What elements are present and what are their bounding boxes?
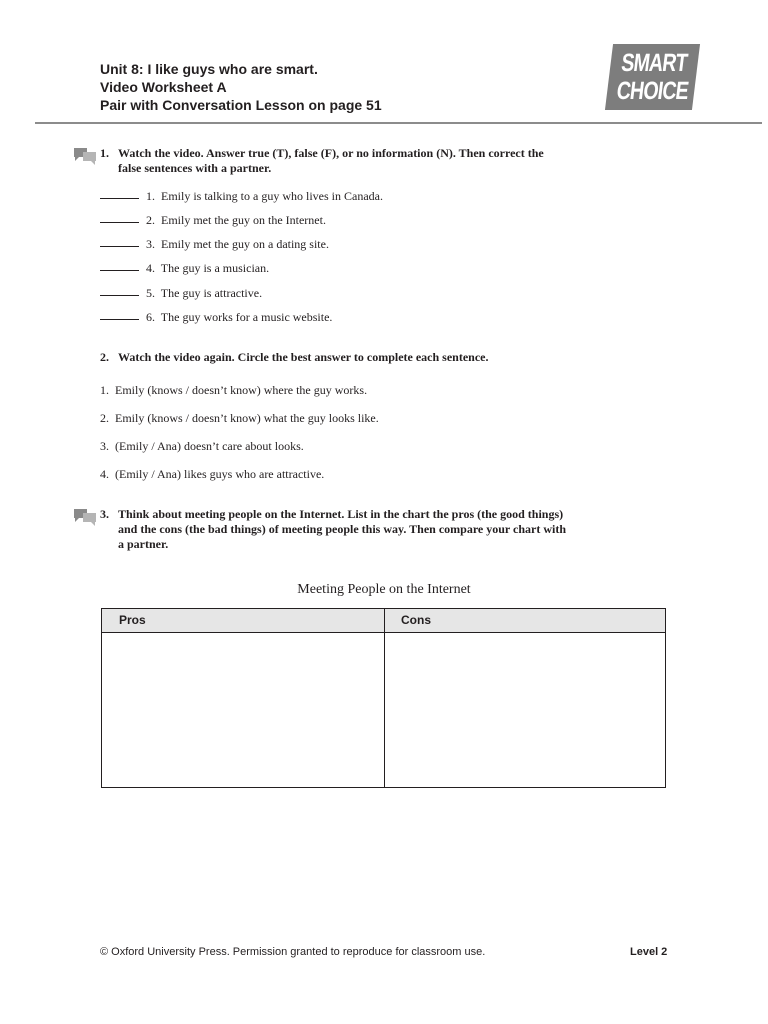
item-number: 3. (146, 237, 155, 251)
question-3 (100, 507, 570, 552)
item-text: The guy is attractive. (160, 286, 263, 300)
worksheet-title: Unit 8: I like guys who are smart. (100, 61, 318, 77)
question-2 (100, 350, 570, 365)
question-3-instruction: Think about meeting people on the Internet. List in the chart the pros (the good things) and the cons (the bad things) of meeting people this way. Then compare your chart with a partner. (118, 507, 567, 551)
question-1 (100, 146, 570, 176)
item-text: The guy works for a music website. (160, 310, 333, 324)
item-number: 4. (146, 261, 155, 275)
pros-cons-chart (101, 608, 666, 788)
question-1-number: 1. (100, 146, 109, 160)
item-number: 6. (146, 310, 155, 324)
lesson-pairing: Pair with Conversation Lesson on page 51 (100, 97, 382, 113)
q1-item (100, 189, 383, 204)
item-number: 2. (146, 213, 155, 227)
item-number: 4. (100, 467, 109, 481)
item-number: 3. (100, 439, 109, 453)
item-text: The guy is a musician. (160, 261, 270, 275)
item-text: Emily (knows / doesn’t know) what the guy looks like. (115, 411, 379, 425)
question-2-instruction: Watch the video again. Circle the best answer to complete each sentence. (118, 350, 489, 364)
answer-blank[interactable] (100, 295, 139, 296)
q2-item (100, 383, 367, 398)
item-text: (Emily / Ana) doesn’t care about looks. (115, 439, 304, 453)
item-text: Emily met the guy on a dating site. (161, 237, 329, 251)
answer-blank[interactable] (100, 222, 139, 223)
q1-item (100, 237, 329, 252)
item-number: 5. (146, 286, 155, 300)
q1-item (100, 261, 269, 276)
item-text: (Emily / Ana) likes guys who are attractive. (115, 467, 325, 481)
speech-bubbles-icon (72, 507, 98, 527)
q2-item (100, 411, 379, 426)
speech-bubbles-icon (72, 146, 98, 166)
q2-item (100, 439, 304, 454)
item-number: 1. (100, 383, 109, 397)
question-3-number: 3. (100, 507, 109, 521)
worksheet-subtitle: Video Worksheet A (100, 79, 227, 95)
pros-column-label: Pros (119, 613, 146, 627)
level-label: Level 2 (630, 946, 668, 958)
copyright-notice: © Oxford University Press. Permission granted to reproduce for classroom use. (100, 946, 486, 958)
item-text: Emily (knows / doesn’t know) where the guy works. (115, 383, 368, 397)
item-number: 1. (146, 189, 155, 203)
smart-choice-logo (605, 44, 700, 110)
cons-column-label: Cons (401, 613, 431, 627)
logo-line-1: SMART (619, 49, 689, 77)
question-2-number: 2. (100, 350, 109, 364)
answer-blank[interactable] (100, 246, 139, 247)
column-divider (384, 609, 385, 787)
q2-item (100, 467, 324, 482)
header-divider (35, 122, 762, 124)
answer-blank[interactable] (100, 270, 139, 271)
question-1-instruction: Watch the video. Answer true (T), false (F), or no information (N). Then correct the false sentences with a partner. (118, 146, 544, 175)
answer-blank[interactable] (100, 319, 139, 320)
chart-title: Meeting People on the Internet (297, 582, 471, 597)
item-text: Emily met the guy on the Internet. (161, 213, 326, 227)
item-number: 2. (100, 411, 109, 425)
q1-item (100, 286, 262, 301)
logo-line-2: CHOICE (615, 77, 690, 105)
q1-item (100, 213, 326, 228)
answer-blank[interactable] (100, 198, 139, 199)
item-text: Emily is talking to a guy who lives in Canada. (161, 189, 383, 203)
q1-item (100, 310, 332, 325)
